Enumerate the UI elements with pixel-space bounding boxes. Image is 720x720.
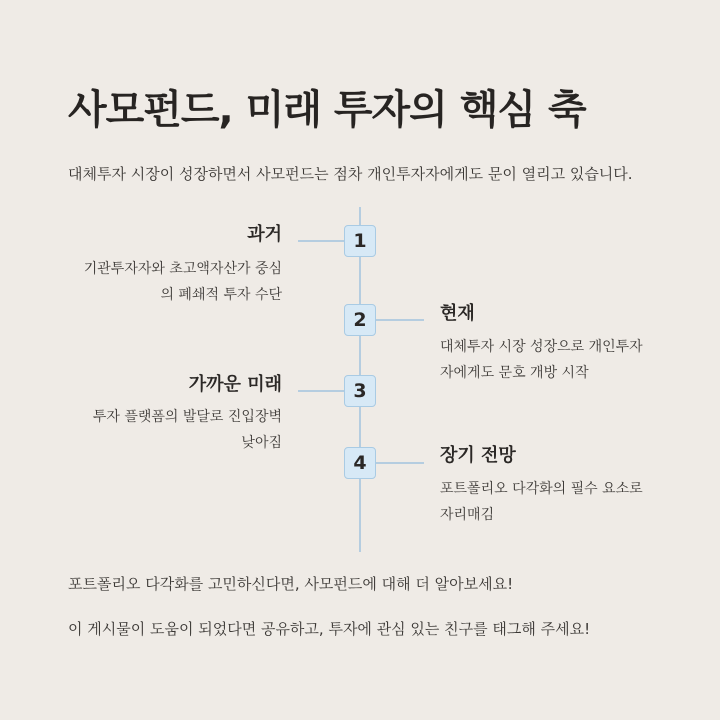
step-description-line: 자에게도 문호 개방 시작 — [440, 365, 589, 381]
page-subtitle: 대체투자 시장이 성장하면서 사모펀드는 점차 개인투자자에게도 문이 열리고 있습니다. — [68, 165, 633, 183]
connector-line — [376, 319, 424, 321]
page-title: 사모펀드, 미래 투자의 핵심 축 — [68, 87, 586, 133]
footer-cta: 포트폴리오 다각화를 고민하신다면, 사모펀드에 대해 더 알아보세요! — [68, 575, 514, 593]
footer-share-note: 이 게시물이 도움이 되었다면 공유하고, 투자에 관심 있는 친구를 태그해 주세요! — [68, 620, 591, 638]
step-number-badge: 2 — [344, 304, 376, 336]
step-description-line: 기관투자자와 초고액자산가 중심 — [83, 261, 282, 277]
step-description-line: 포트폴리오 다각화의 필수 요소로 — [440, 481, 643, 497]
step-title: 가까운 미래 — [188, 374, 282, 395]
connector-line — [298, 390, 344, 392]
step-number-badge: 1 — [344, 225, 376, 257]
step-description — [42, 256, 282, 308]
step-description-line: 대체투자 시장 성장으로 개인투자 — [440, 339, 643, 355]
connector-line — [376, 462, 424, 464]
step-description — [440, 476, 700, 528]
step-title: 과거 — [247, 224, 282, 245]
step-number-badge: 3 — [344, 375, 376, 407]
step-description — [440, 334, 700, 386]
step-description — [42, 404, 282, 456]
step-description-line: 자리매김 — [440, 507, 495, 523]
step-description-line: 낮아짐 — [241, 435, 282, 451]
step-description-line: 의 폐쇄적 투자 수단 — [160, 287, 282, 303]
connector-line — [298, 240, 344, 242]
step-title: 장기 전망 — [440, 445, 516, 466]
step-description-line: 투자 플랫폼의 발달로 진입장벽 — [92, 409, 282, 425]
step-title: 현재 — [440, 303, 475, 324]
step-number-badge: 4 — [344, 447, 376, 479]
